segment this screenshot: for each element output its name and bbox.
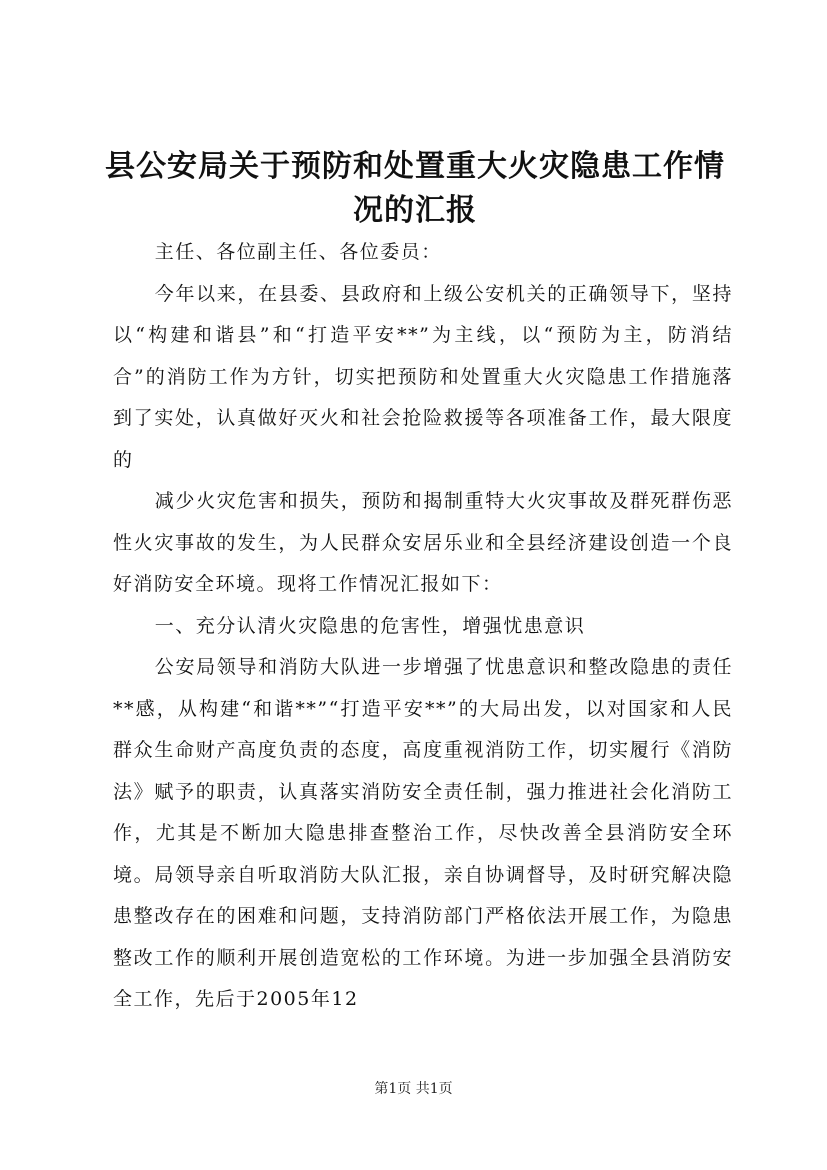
- salutation-paragraph: 主任、各位副主任、各位委员：: [154, 241, 442, 263]
- intro-paragraph: 今年以来，在县委、县政府和上级公安机关的正确领导下，坚持以“构建和谐县”和“打造平安**”为主线，以“预防为主，防消结合”的消防工作为方针，切实把预防和处置重大火灾隐患工作措施落到了实处，认真做好灭火和社会抢险救援等各项准备工作，最大限度的: [113, 282, 733, 471]
- intro-continuation-paragraph: 减少火灾危害和损失，预防和揭制重特大火灾事故及群死群伤恶性火灾事故的发生，为人民群众安居乐业和全县经济建设创造一个良好消防安全环境。现将工作情况汇报如下：: [113, 490, 733, 595]
- document-body: [113, 232, 733, 1021]
- section-1-paragraph: 公安局领导和消防大队进一步增强了忧患意识和整改隐患的责任**感，从构建“和谐**”“打造平安**”的大局出发，以对国家和人民群众生命财产高度负责的态度，高度重视消防工作，切实履行《消防法》赋予的职责，认真落实消防安全责任制，强力推进社会化消防工作，尤其是不断加大隐患排查整治工作，尽快改善全县消防安全环境。局领导亲自听取消防大队汇报，亲自协调督导，及时研究解决隐患整改存在的困难和问题，支持消防部门严格依法开展工作，为隐患整改工作的顺利开展创造宽松的工作环境。为进一步加强全县消防安全工作，先后于2005年12: [113, 656, 733, 1010]
- page-number-footer: 第1页 共1页: [374, 1081, 453, 1097]
- document-title: 县公安局关于预防和处置重大火灾隐患工作情况的汇报: [105, 149, 725, 228]
- section-heading-1: 一、充分认清火灾隐患的危害性，增强忧患意识: [154, 614, 586, 637]
